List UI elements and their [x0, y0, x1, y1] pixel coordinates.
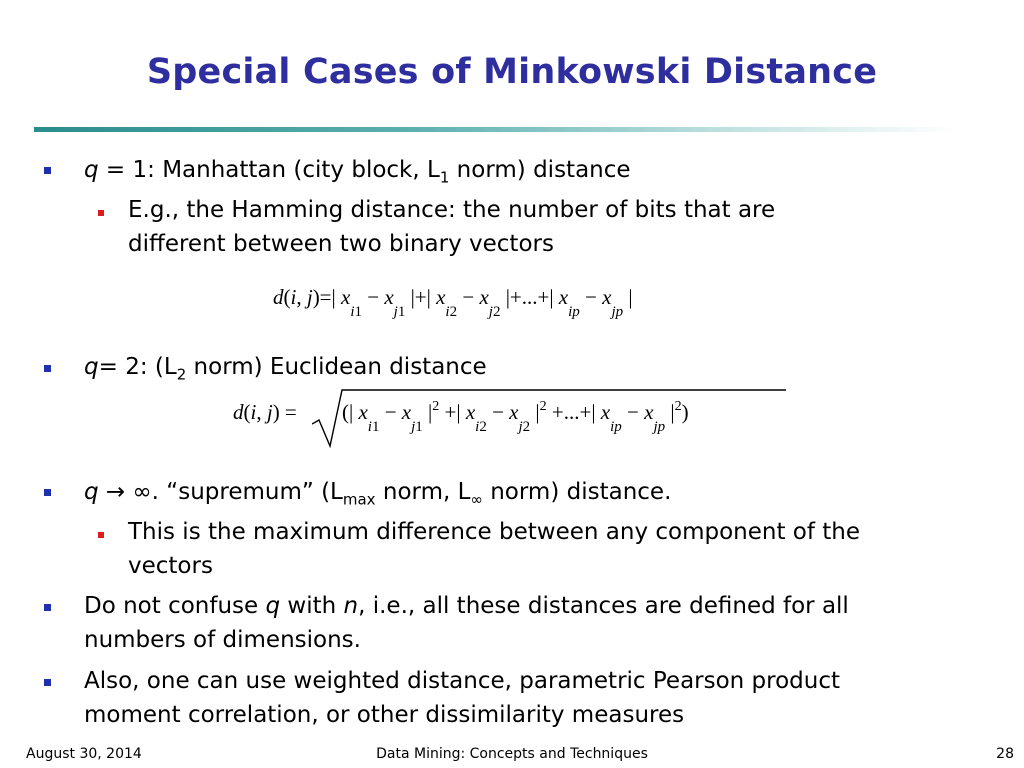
sub-bullet-marker [98, 532, 104, 538]
bullet-supremum [84, 475, 671, 517]
bullet-text: , i.e., all these distances are defined for all [358, 593, 849, 619]
bullet-marker [44, 604, 51, 611]
bullet-text: . “supremum” (L [151, 479, 343, 505]
bullet-text: = 2: (L [98, 354, 177, 380]
norm-subscript: ∞ [470, 490, 483, 509]
sub-bullet-line: vectors [128, 553, 213, 579]
norm-subscript: 2 [176, 365, 187, 384]
bullet-text: with [280, 593, 344, 619]
bullet-weighted [84, 664, 840, 732]
bullet-line: moment correlation, or other dissimilarity measures [84, 702, 685, 728]
slide-title: Special Cases of Minkowski Distance [146, 52, 878, 92]
title-divider [34, 127, 956, 132]
bullet-manhattan [84, 153, 631, 195]
bullet-marker [44, 365, 51, 372]
manhattan-formula: d(i, j)=| $x_{i1} - x_{j1}$ |+| $x_{i2} - x_{j2}$ |+...+| $x_{ip} - x_{jp}$ | [273, 285, 633, 320]
footer-title: Data Mining: Concepts and Techniques [376, 746, 648, 762]
bullet-marker [44, 489, 51, 496]
bullet-text: norm, L [375, 479, 471, 505]
n-variable: n [343, 593, 359, 619]
sub-bullet-hamming [128, 193, 775, 261]
bullet-text: = 1: Manhattan (city block, L [98, 157, 440, 183]
euclidean-formula-radicand: (| $x_{i1} - x_{j1}$ $|^2$ +| $x_{i2} - x_{j2}$ $|^2$ +...+| $x_{ip} - x_{jp}$ $|^2$) [342, 399, 689, 435]
sub-bullet-line: This is the maximum difference between any component of the [128, 519, 861, 545]
sub-bullet-marker [98, 210, 104, 216]
q-variable: q [84, 479, 99, 505]
q-variable: q [265, 593, 281, 619]
bullet-text: Do not confuse [84, 593, 266, 619]
footer-date: August 30, 2014 [26, 746, 142, 762]
bullet-confuse [84, 589, 849, 657]
norm-subscript: 1 [439, 168, 450, 187]
arrow-infinity: → ∞ [98, 479, 152, 505]
bullet-line: Also, one can use weighted distance, parametric Pearson product [84, 668, 841, 694]
q-variable: q [84, 354, 99, 380]
bullet-text: norm) Euclidean distance [186, 354, 487, 380]
sub-bullet-line: different between two binary vectors [128, 231, 554, 257]
bullet-marker [44, 167, 51, 174]
bullet-text: norm) distance [449, 157, 631, 183]
bullet-text: norm) distance. [482, 479, 672, 505]
sub-bullet-line: E.g., the Hamming distance: the number of bits that are [128, 197, 776, 223]
bullet-line: numbers of dimensions. [84, 627, 361, 653]
page-number: 28 [996, 746, 1014, 762]
bullet-marker [44, 679, 51, 686]
bullet-line [84, 589, 849, 623]
sub-bullet-maximum [128, 515, 860, 583]
norm-subscript: max [342, 490, 376, 509]
euclidean-formula-lhs: d(i, j) = [233, 400, 297, 424]
q-variable: q [84, 157, 99, 183]
